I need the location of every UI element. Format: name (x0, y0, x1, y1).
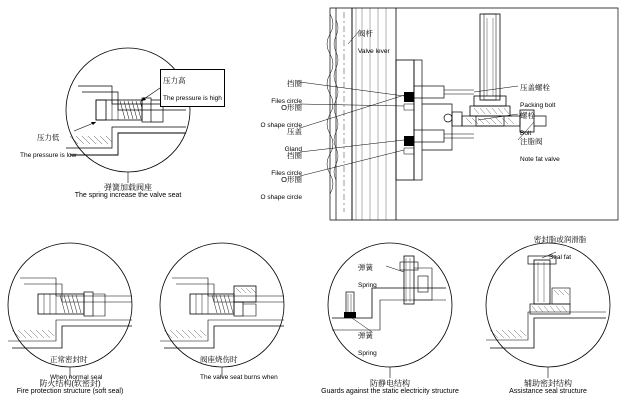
label-spring-top: 弹簧 Spring (358, 263, 377, 289)
label-pressure-low: 压力低 The pressure is low (20, 133, 77, 159)
label-gland: 压盖 Gland (284, 127, 302, 153)
caption-anti-static: 防静电结构 Guards against the static electricity structure (321, 379, 459, 396)
label-bolt: 螺栓 Bolt (520, 111, 535, 137)
label-note-fat-valve: 注脂阀 Note fat valve (520, 137, 560, 163)
label-o-shape-circle-1: O形圈 O shape circle (260, 103, 302, 129)
label-seal-fat: 密封脂或润滑脂 Seal fat (533, 235, 587, 261)
label-valve-lever: 阀杆 Valve lever (358, 29, 390, 55)
label-spring-bottom: 弹簧 Spring (358, 331, 377, 357)
caption-fire-protection: 防火结构(软密封) Fire protection structure (soft seal) (16, 379, 124, 396)
label-normal-seal: 正常密封时 When normal seal (50, 355, 103, 381)
caption-assistance-seal: 辅助密封结构 Assistance seal structure (509, 379, 587, 396)
label-files-circle-2: 挡圈 Files circle (271, 151, 302, 177)
label-files-circle-1: 挡圈 Files circle (271, 79, 302, 105)
label-pressure-high: 压力高 The pressure is high (160, 69, 225, 107)
anti-static-circle (328, 243, 452, 367)
label-seat-burns: 阀座烧伤时 The valve seat burns when (200, 355, 278, 381)
label-packing-bolt: 压盖螺栓 Packing bolt (520, 83, 556, 109)
label-o-shape-circle-2: O形圈 O shape circle (260, 175, 302, 201)
caption-spring-loaded-seat: 弹簧加载阀座 The spring increase the valve seat (74, 183, 182, 200)
